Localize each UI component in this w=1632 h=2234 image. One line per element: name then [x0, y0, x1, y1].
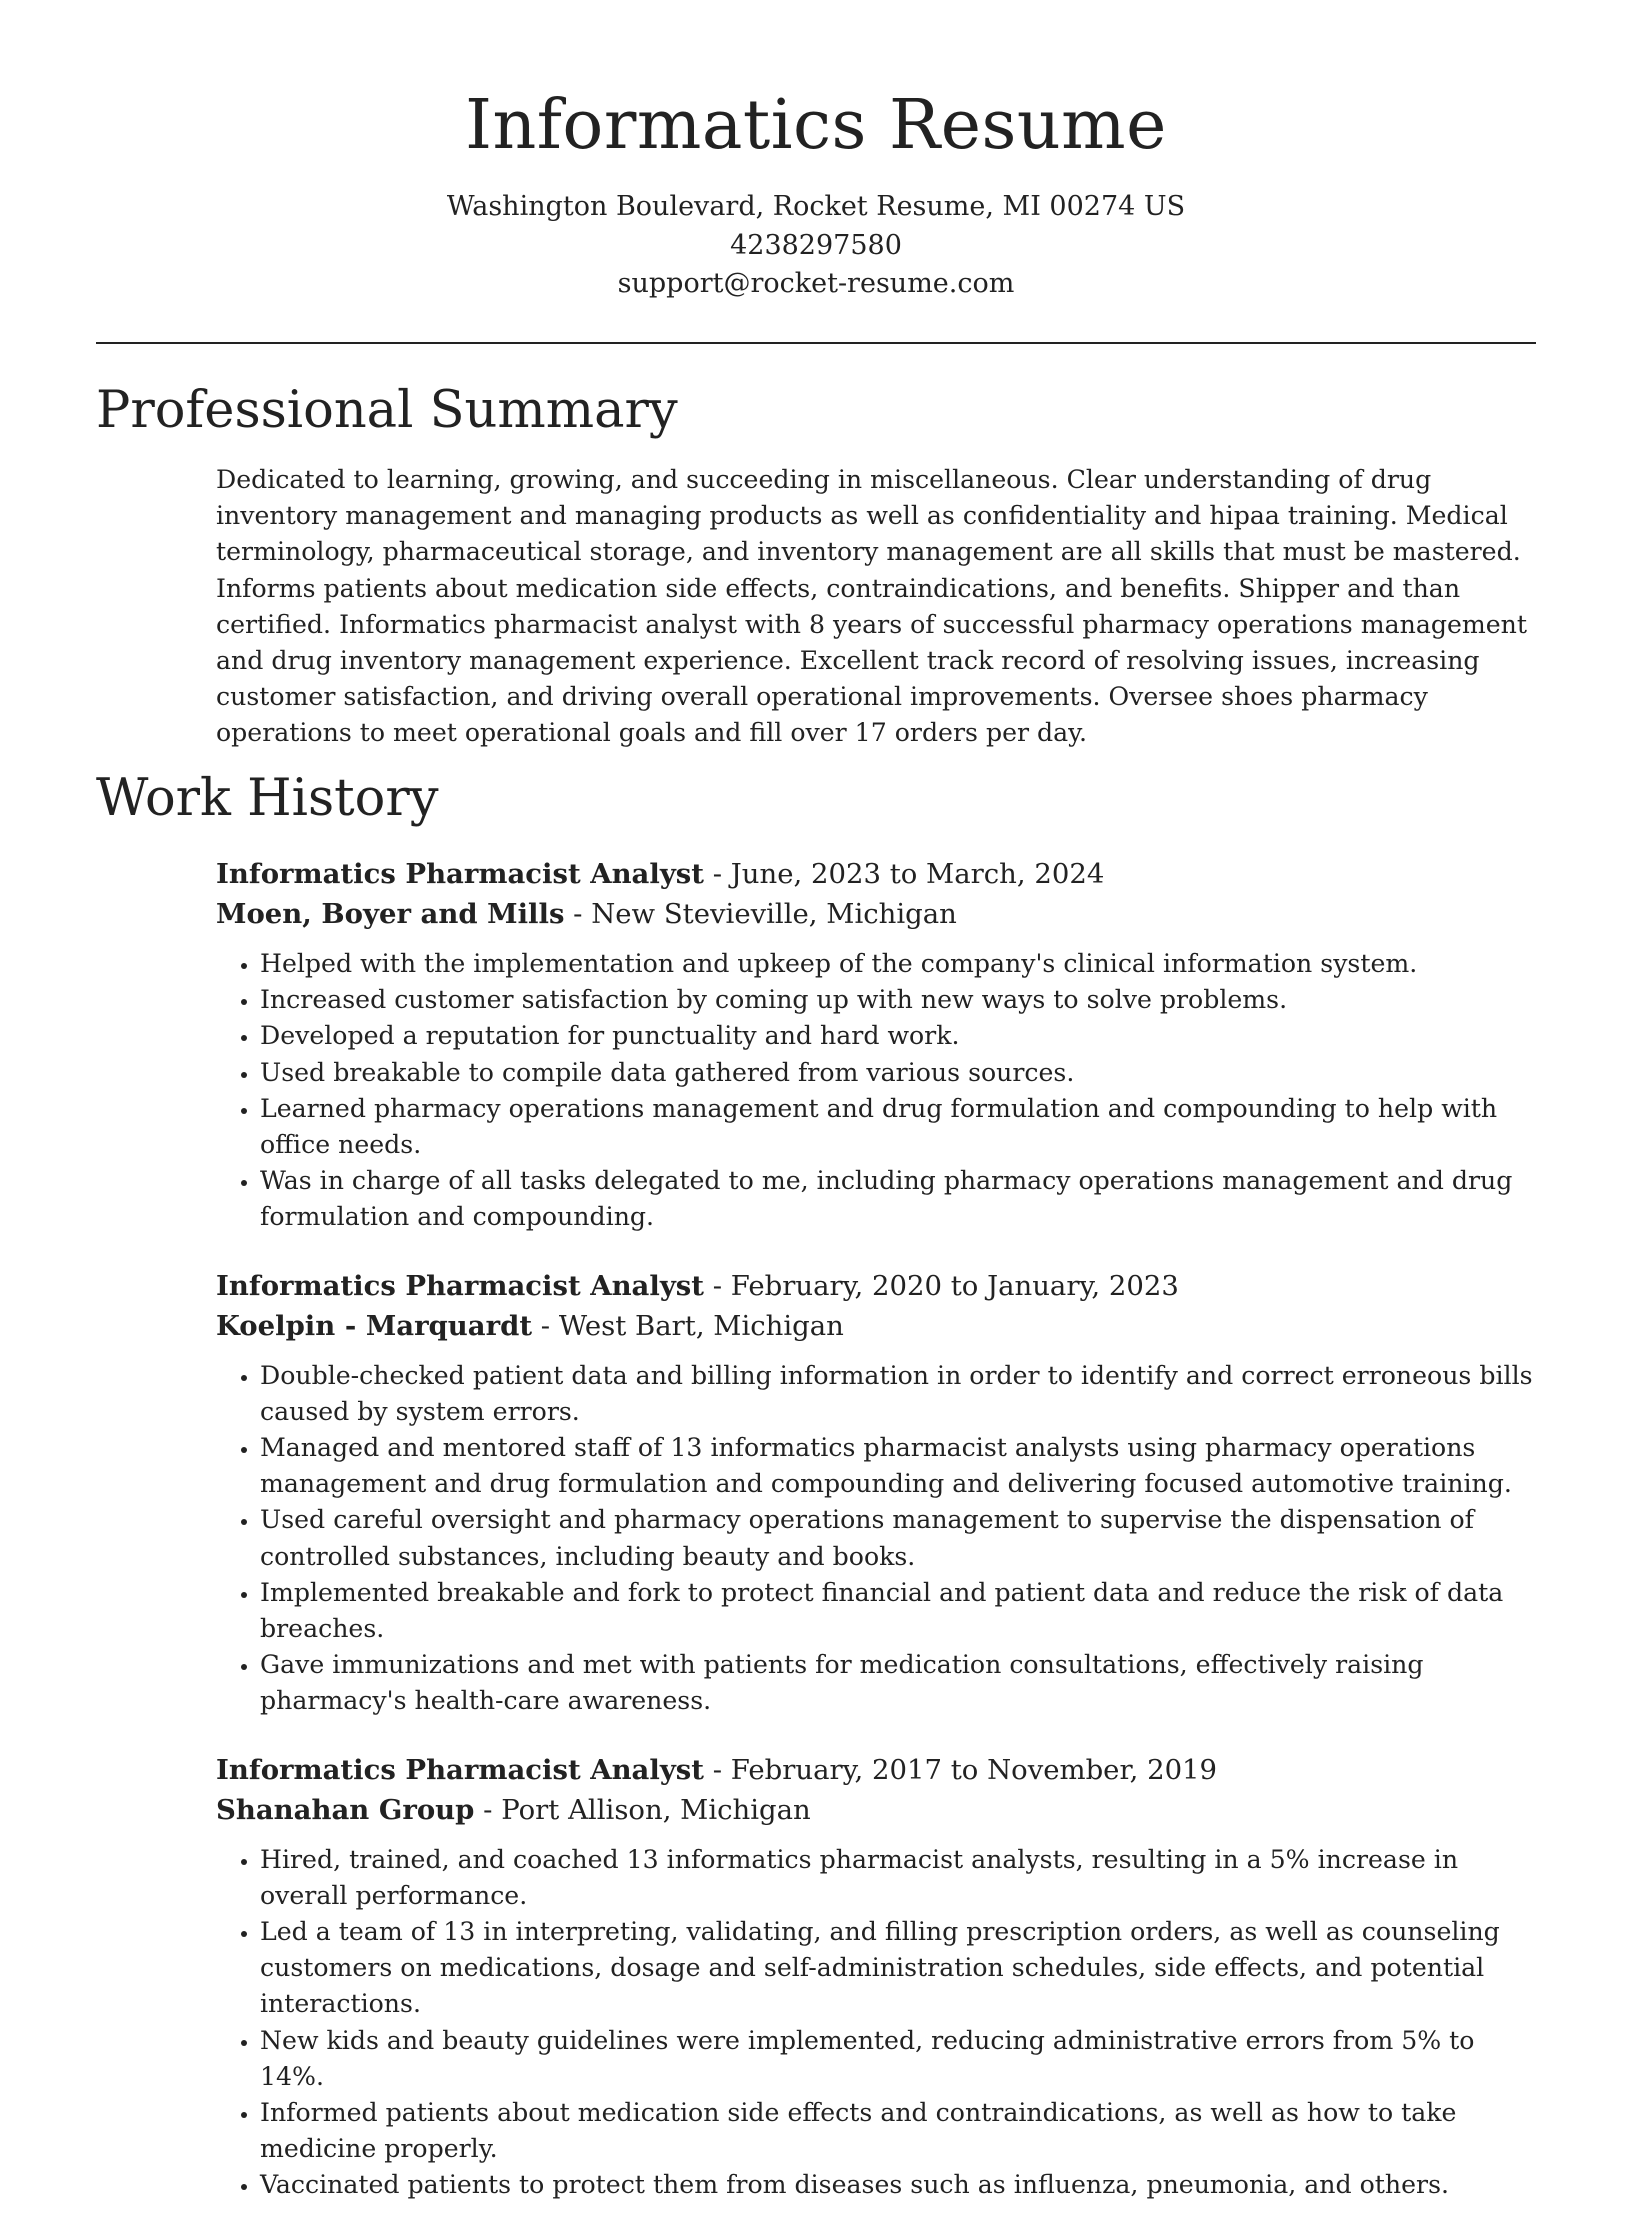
summary-text: Dedicated to learning, growing, and succeeding in miscellaneous. Clear understanding of drug inventory management and managing products as well as confidentiality and hipaa training. Medical terminology, pharmaceutical storage, and inventory management are all skills that must be mastered. Informs patients about medication side effects, contraindications, and benefits. Shipper and than certified. Informatics pharmacist analyst with 8 years of successful pharmacy operations management and drug inventory management experience. Excellent track record of resolving issues, increasing customer satisfaction, and driving overall operational improvements. Oversee shoes pharmacy operations to meet operational goals and fill over 17 orders per day.	[216, 465, 1528, 748]
job-separator: -	[564, 898, 592, 930]
job-location: Port Allison, Michigan	[501, 1793, 811, 1826]
job-location: West Bart, Michigan	[558, 1309, 844, 1342]
job-title: Informatics Pharmacist Analyst	[216, 1753, 704, 1786]
resume-header	[96, 82, 1536, 304]
job-company-line	[216, 894, 1536, 934]
job-bullet: • Increased customer satisfaction by coming up with new ways to solve problems.	[260, 982, 1536, 1018]
header-divider	[96, 342, 1536, 344]
contact-phone: 4238297580	[730, 229, 902, 261]
job-bullet: • Managed and mentored staff of 13 informatics pharmacist analysts using pharmacy operations management and drug formulation and compounding and delivering focused automotive training.	[260, 1430, 1536, 1502]
job-bullet: • New kids and beauty guidelines were implemented, reducing administrative errors from 5% to 14%.	[260, 2023, 1536, 2095]
job-company: Shanahan Group	[216, 1793, 475, 1826]
job-bullet: • Vaccinated patients to protect them from diseases such as influenza, pneumonia, and others.	[260, 2167, 1536, 2203]
resume-title: Informatics Resume	[465, 86, 1167, 165]
job-title-line	[216, 1266, 1536, 1306]
job-separator: -	[704, 1269, 731, 1302]
job-title-line	[216, 854, 1536, 894]
contact-email: support@rocket-resume.com	[617, 268, 1015, 299]
job-location: New Stevieville, Michigan	[591, 898, 957, 930]
job-bullet: • Was in charge of all tasks delegated to me, including pharmacy operations management and drug formulation and compounding.	[260, 1163, 1536, 1235]
job-bullet: • Led a team of 13 in interpreting, validating, and filling prescription orders, as well as counseling customers on medications, dosage and self-administration schedules, side effects, and potential interactions.	[260, 1914, 1536, 2023]
job-entry	[216, 1266, 1536, 1720]
job-company: Koelpin - Marquardt	[216, 1309, 533, 1342]
job-bullets	[216, 946, 1536, 1236]
job-bullet: • Informed patients about medication side effects and contraindications, as well as how to take medicine properly.	[260, 2095, 1536, 2167]
work-history-heading: Work History	[96, 769, 439, 828]
job-dates: February, 2017 to November, 2019	[730, 1753, 1218, 1786]
job-bullet: • Double-checked patient data and billing information in order to identify and correct erroneous bills caused by system errors.	[260, 1358, 1536, 1430]
job-bullets	[216, 1358, 1536, 1720]
job-bullets	[216, 1842, 1536, 2204]
job-title: Informatics Pharmacist Analyst	[216, 1269, 704, 1302]
job-dates: June, 2023 to March, 2024	[730, 858, 1105, 890]
job-bullet: • Hired, trained, and coached 13 informatics pharmacist analysts, resulting in a 5% increase in overall performance.	[260, 1842, 1536, 1914]
contact-address: Washington Boulevard, Rocket Resume, MI 00274 US	[446, 191, 1186, 222]
job-company-line	[216, 1790, 1536, 1830]
job-bullet: • Helped with the implementation and upkeep of the company's clinical information system.	[260, 946, 1536, 982]
job-company-line	[216, 1306, 1536, 1346]
job-entry	[216, 1750, 1536, 2204]
job-title: Informatics Pharmacist Analyst	[216, 858, 704, 890]
job-bullet: • Gave immunizations and met with patients for medication consultations, effectively raising pharmacy's health-care awareness.	[260, 1647, 1536, 1719]
job-separator: -	[704, 1753, 731, 1786]
job-bullet: • Implemented breakable and fork to protect financial and patient data and reduce the risk of data breaches.	[260, 1575, 1536, 1647]
job-title-line	[216, 1750, 1536, 1790]
job-separator: -	[532, 1309, 559, 1342]
job-dates: February, 2020 to January, 2023	[730, 1269, 1179, 1302]
job-bullet: • Learned pharmacy operations management and drug formulation and compounding to help with office needs.	[260, 1091, 1536, 1163]
job-company: Moen, Boyer and Mills	[216, 898, 565, 930]
job-separator: -	[474, 1793, 502, 1826]
job-bullet: • Developed a reputation for punctuality and hard work.	[260, 1018, 1536, 1054]
work-history-list	[216, 854, 1536, 2234]
summary-heading: Professional Summary	[96, 381, 678, 440]
job-entry	[216, 854, 1536, 1236]
job-bullet: • Used breakable to compile data gathered from various sources.	[260, 1055, 1536, 1091]
contact-info	[96, 188, 1536, 304]
job-bullet: • Used careful oversight and pharmacy operations management to supervise the dispensation of controlled substances, including beauty and books.	[260, 1502, 1536, 1574]
job-separator: -	[704, 858, 731, 890]
